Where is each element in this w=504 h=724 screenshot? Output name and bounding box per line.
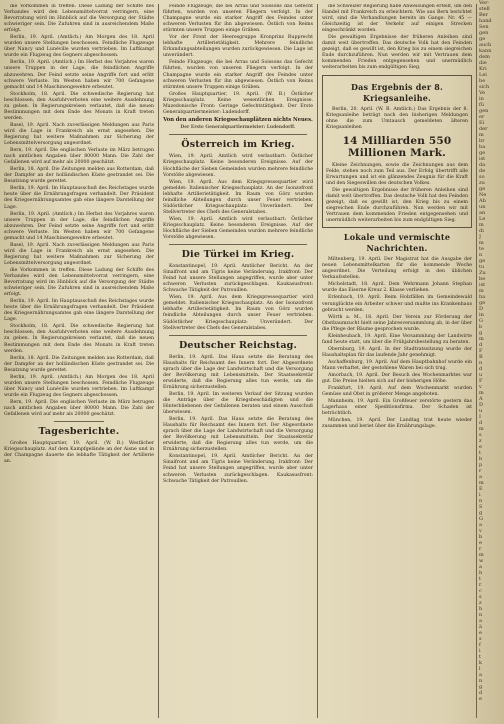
edge-fragment: h	[479, 606, 483, 612]
paragraph: Konstantinopel, 19. April. Amtlicher Bericht. An der Sinaifront und am Tigris keine Veränderung. Irakfront: Der Feind hat unsere Stellungen angegriffen, wurde aber unter schweren Verlusten zurückgeschlagen. Kaukasusfront: Schwache Tätigkeit der Patrouillen.	[163, 264, 313, 294]
paragraph: Berlin, 19. April. (Amtlich.) Im Herbst des Vorjahres waren unsere Truppen in der Lage, die feindlichen Angriffe abzuwehren. Der Feind setzte seine Angriffe fort und erlitt schwere Verluste. Im Westen haben wir 700 Gefangene gemacht und 14 Maschinengewehre erbeutet.	[4, 211, 154, 241]
edge-fragment: e	[479, 630, 482, 636]
edge-fragment: a	[479, 474, 482, 480]
edge-fragment: G	[479, 318, 483, 324]
edge-fragment: in	[479, 96, 484, 102]
edge-fragment: m	[479, 336, 484, 342]
edge-fragment: G	[479, 516, 483, 522]
edge-fragment: de	[479, 168, 486, 174]
edge-fragment: m	[479, 240, 484, 246]
edge-fragment: e	[479, 696, 482, 702]
edge-fragment: D	[479, 402, 484, 408]
paragraph: die Schweizer Regierung habe Anweisungen erteilt, um den Handel mit Frankreich zu erleichtern. Wie aus Bern berichtet wird, sind die Verhandlungen bereits im Gange. Nr. 45 — Gleichzeitig ist der Verkehr auf einigen Strecken eingeschränkt worden.	[322, 4, 472, 34]
edge-fragment: dem	[479, 54, 490, 60]
edge-fragment: b	[479, 324, 483, 330]
loan-total: 14 Milliarden 550 Millionen Mark.	[342, 134, 452, 160]
column-middle	[163, 4, 313, 716]
paragraph: Feinde Flugzeuge, die bei Arras und Soissons das Gefecht führten, wurden von unseren Fliegern verfolgt. In der Champagne wurde ein starker Angriff des Feindes unter schweren Verlusten für ihn abgewiesen. Östlich von Reims stürmten unsere Truppen einige Gräben.	[163, 60, 313, 90]
edge-fragment: a	[479, 672, 482, 678]
edge-fragment: z	[479, 438, 482, 444]
edge-fragment: in	[479, 312, 484, 318]
edge-fragment: ä	[479, 624, 482, 630]
edge-fragment: auch	[479, 42, 492, 48]
edge-fragment: m	[479, 480, 484, 486]
edge-fragment: s	[479, 636, 482, 642]
edge-fragment: s	[479, 432, 482, 438]
edge-fragment: sich	[479, 84, 490, 90]
edge-fragment: g	[479, 510, 483, 516]
column-rule	[158, 4, 159, 718]
edge-fragment: b	[479, 456, 483, 462]
edge-fragment: Sen	[479, 24, 489, 30]
edge-fragment: Ei	[479, 120, 485, 126]
edge-fragment: g	[479, 684, 483, 690]
paragraph: Stockholm, 18. April. Die schwedische Regierung hat beschlossen, den Ausfuhrverboten eine weitere Ausdehnung zu geben. In Regierungskreisen verlautet, daß die neuen Bestimmungen mit dem Ende des Monats in Kraft treten werden.	[4, 91, 154, 121]
edge-fragment: A	[479, 396, 483, 402]
paragraph: Die gewaltigen Ergebnisse der früheren Anleihen sind damit weit übertroffen. Das deutsche Volk hat den Feinden gezeigt, daß es gewillt ist, den Krieg bis zu einem siegreichen Ende durchzuführen. Nun werden wir mit Vertrauen dem kommenden Frieden entgegensehen und unermüdlich weiterarbeiten bis zum endgültigen Sieg.	[322, 35, 472, 71]
paragraph: Konstantinopel, 19. April. Amtlicher Bericht. An der Sinaifront und am Tigris keine Veränderung. Irakfront: Der Feind hat unsere Stellungen angegriffen, wurde aber unter schweren Verlusten zurückgeschlagen. Kaukasusfront: Schwache Tätigkeit der Patrouillen.	[163, 454, 313, 484]
edge-fragment: a	[479, 564, 482, 570]
paragraph: Großes Hauptquartier, 19. April. (W. B.) Östlicher Kriegsschauplatz. Keine wesentlichen Ereignisse. Mazedonische Front: Geringe Gefechtstätigkeit. Der Erste Generalquartiermeister: Ludendorff.	[163, 91, 313, 115]
separator	[169, 134, 307, 135]
edge-fragment: p	[479, 462, 483, 468]
edge-fragment: Lei	[479, 72, 487, 78]
paragraph: Feinde Flugzeuge, die bei Arras und Soissons das Gefecht führten, wurden von unseren Fliegern verfolgt. In der Champagne wurde ein starker Angriff des Feindes unter schweren Verlusten für ihn abgewiesen. Östlich von Reims stürmten unsere Truppen einige Gräben.	[163, 4, 313, 34]
clipped-edge-column	[479, 0, 504, 724]
edge-fragment: fü	[479, 102, 485, 108]
separator	[54, 421, 104, 422]
paragraph: Berlin, 18. April. Die Zeitungen melden aus Rotterdam, daß der Dampfer an der holländischen Küste gestrandet sei. Die Besatzung wurde gerettet.	[4, 167, 154, 185]
paragraph: Wien, 19. April. Amtlich wird verlautbart: Östlicher Kriegsschauplatz. Keine besonderen Ereignisse. Auf der Hochfläche der Sieben Gemeinden wurden mehrere feindliche Vorstöße abgewiesen.	[163, 216, 313, 241]
edge-fragment: gen	[479, 30, 489, 36]
edge-fragment: E	[479, 486, 483, 492]
edge-fragment: un	[479, 204, 486, 210]
paragraph: Berlin, 19. April. Im weiteren Verlauf der Sitzung wurden die Anträge über die Kriegsbeschädigten und die Hinterbliebenen der Gefallenen beraten und einem Ausschuß überwiesen.	[163, 391, 313, 416]
edge-fragment: br	[479, 138, 485, 144]
paragraph: die Vorkommen in treffen. Diese Ladung der Schiffe des Verbandes wird den Lebensmittelvorrat verringern, eine Bevorratung wird im Hinblick auf die Versorgung der Städte schwieriger sein. Die Zufuhren sind in ausreichendem Maße erfolgt.	[4, 4, 154, 34]
edge-fragment: w	[479, 558, 484, 564]
paragraph: Wien, 19. April. Amtlich wird verlautbart: Östlicher Kriegsschauplatz. Keine besonderen Ereignisse. Auf der Hochfläche der Sieben Gemeinden wurden mehrere feindliche Vorstöße abgewiesen.	[163, 154, 313, 178]
edge-fragment: v	[479, 384, 482, 390]
paragraph: Wien, 19. April. Aus dem Kriegspressequartier wird gemeldet: Italienischer Kriegsschauplatz. An der Isonzofront lebhafte Artillerietätigkeit. Im Raum von Görz wurden feindliche Abteilungen durch unser Feuer vertrieben. Südöstlicher Kriegsschauplatz: Unverändert. Der Stellvertreter des Chefs des Generalstabes.	[163, 179, 313, 215]
edge-fragment: m	[479, 132, 484, 138]
edge-fragment: r	[479, 546, 482, 552]
paragraph: Bern, 19. April. Die englischen Verluste im März betrugen nach amtlichen Angaben über 80000 Mann. Die Zahl der Gefallenen wird auf mehr als 20000 geschätzt.	[4, 148, 154, 166]
edge-fragment: Le	[479, 216, 486, 222]
edge-fragment: der	[479, 126, 488, 132]
news-item: Aschaffenburg, 19. April. Auf dem Hauptbahnhof wurde ein Mann verhaftet, der gestohlene Waren bei sich trug.	[322, 359, 472, 371]
paragraph: Kleine Zeichnungen, sowie die Zeichnungen aus dem Felde, stehen noch zum Teil aus. Der Erfolg übertrifft alle Erwartungen und ist ein glänzendes Zeugnis für die Kraft und den Siegeswillen des deutschen Volkes.	[326, 162, 468, 186]
edge-fragment: n	[479, 498, 483, 504]
column-rule	[317, 4, 318, 718]
edge-fragment: d	[479, 366, 483, 372]
edge-fragment: Ber	[479, 12, 489, 18]
edge-fragment: m	[479, 288, 484, 294]
news-item: Mannheim, 19. April. Ein Großfeuer zerstörte gestern das Lagerhaus einer Speditionsfirma. Der Schaden ist beträchtlich.	[322, 399, 472, 417]
edge-fragment: r	[479, 468, 482, 474]
edge-fragment: di	[479, 228, 484, 234]
column-left	[4, 4, 154, 716]
section-heading-local-news: Lokale und vermischte Nachrichten.	[343, 232, 451, 254]
edge-fragment: d	[479, 690, 483, 696]
edge-fragment: t	[479, 450, 482, 456]
news-item: Amorbach, 19. April. Der Besuch des Wochenmarktes war gut. Die Preise hielten sich auf der bisherigen Höhe.	[322, 373, 472, 385]
edge-fragment: i	[479, 648, 481, 654]
edge-fragment: d	[479, 420, 483, 426]
paragraph: Berlin, 18. April. Die Zeitungen melden aus Rotterdam, daß der Dampfer an der holländischen Küste gestrandet sei. Die Besatzung wurde gerettet.	[4, 355, 154, 373]
edge-fragment: ba	[479, 144, 486, 150]
edge-fragment: kann	[479, 48, 492, 54]
edge-fragment: F	[479, 378, 483, 384]
section-heading-austria: Österreich im Krieg.	[181, 139, 295, 151]
paragraph: Stockholm, 18. April. Die schwedische Regierung hat beschlossen, den Ausfuhrverboten eine weitere Ausdehnung zu geben. In Regierungskreisen verlautet, daß die neuen Bestimmungen mit dem Ende des Monats in Kraft treten werden.	[4, 324, 154, 354]
edge-fragment: te	[479, 246, 484, 252]
paragraph: Bern, 19. April. Die englischen Verluste im März betrugen nach amtlichen Angaben über 80000 Mann. Die Zahl der Gefallenen wird auf mehr als 20000 geschätzt.	[4, 399, 154, 418]
separator	[169, 335, 307, 336]
loan-box	[322, 75, 472, 229]
edge-fragment: Ve	[479, 90, 486, 96]
edge-fragment: ge	[479, 186, 486, 192]
edge-fragment: ist	[479, 282, 486, 288]
edge-fragment: f	[479, 642, 481, 648]
edge-fragment: n	[479, 252, 483, 258]
edge-fragment: J	[479, 234, 482, 240]
edge-fragment: be	[479, 78, 486, 84]
edge-fragment: m	[479, 426, 484, 432]
edge-fragment: stell	[479, 6, 490, 12]
column-rule	[476, 4, 477, 718]
edge-fragment: g	[479, 330, 483, 336]
edge-fragment: n	[479, 678, 483, 684]
section-heading-kriegsanleihe: Das Ergebnis der 8. Kriegsanleihe.	[351, 81, 443, 103]
edge-fragment: r	[479, 582, 482, 588]
paragraph: Basel, 19. April. Nach zuverlässigen Meldungen aus Paris wird die Lage in Frankreich als ernst angesehen. Die Regierung hat weitere Maßnahmen zur Sicherung der Lebensmittelversorgung angeordnet.	[4, 122, 154, 147]
edge-fragment: t	[479, 576, 482, 582]
edge-fragment: da	[479, 162, 486, 168]
edge-fragment: so	[479, 174, 485, 180]
edge-fragment: tu	[479, 264, 485, 270]
edge-fragment: m	[479, 222, 484, 228]
edge-fragment: er	[479, 114, 485, 120]
edge-fragment: F	[479, 348, 483, 354]
edge-fragment: a	[479, 618, 482, 624]
edge-fragment: u	[479, 372, 483, 378]
edge-fragment: b	[479, 534, 483, 540]
signature: Der Erste Generalquartiermeister: Ludendorff.	[180, 125, 296, 131]
paragraph: Berlin, 19. April. Das Haus setzte die Beratung des Haushalts für Reichsamt des Innern fort. Der Abgeordnete sprach über die Lage der Landwirtschaft und die Versorgung der Bevölkerung mit Lebensmitteln. Der Staatssekretär erwiderte, daß die Regierung alles tun werde, um die Ernährung sicherzustellen.	[163, 417, 313, 453]
edge-fragment: s	[479, 594, 482, 600]
edge-fragment: an	[479, 210, 486, 216]
news-item: Frankfurt, 19. April. Auf dem Wochenmarkt wurden Gemüse und Obst in größerer Menge angeboten.	[322, 386, 472, 398]
edge-fragment: e	[479, 540, 482, 546]
edge-fragment: Kri	[479, 66, 487, 72]
edge-fragment: h	[479, 570, 483, 576]
edge-fragment: zu	[479, 180, 485, 186]
paragraph: Wien, 19. April. Aus dem Kriegspressequartier wird gemeldet: Italienischer Kriegsschauplatz. An der Isonzofront lebhafte Artillerietätigkeit. Im Raum von Görz wurden feindliche Abteilungen durch unser Feuer vertrieben. Südöstlicher Kriegsschauplatz: Unverändert. Der Stellvertreter des Chefs des Generalstabes.	[163, 295, 313, 331]
paragraph: Berlin, 19. April. Das Haus setzte die Beratung des Haushalts für Reichsamt des Innern fort. Der Abgeordnete sprach über die Lage der Landwirtschaft und die Versorgung der Bevölkerung mit Lebensmitteln. Der Staatssekretär erwiderte, daß die Regierung alles tun werde, um die Ernährung sicherzustellen.	[163, 354, 313, 390]
edge-fragment: ha	[479, 294, 486, 300]
column-right	[322, 4, 472, 716]
news-item: Wörth a. M., 18. April. Der Verein zur Förderung der Obstbaumzucht hielt seine Jahresversammlung ab, in der über die Pflege der Bäume gesprochen wurde.	[322, 314, 472, 332]
edge-fragment: k	[479, 660, 483, 666]
news-item: Erlenbach, 19. April. Beim Holzfällen im Gemeindewald verunglückte ein Arbeiter schwer und mußte ins Krankenhaus gebracht werden.	[322, 295, 472, 313]
edge-fragment: e	[479, 444, 482, 450]
edge-fragment: z	[479, 600, 482, 606]
edge-fragment: c	[479, 588, 482, 594]
edge-fragment: m	[479, 390, 484, 396]
section-heading-turkey: Die Türkei im Krieg.	[181, 249, 295, 261]
edge-fragment: n	[479, 360, 483, 366]
edge-fragment: S	[479, 504, 483, 510]
paragraph: Vor der Front der Heeresgruppe Kronprinz Rupprecht lebhafte Artillerietätigkeit. Mehrere feindliche Erkundungsabteilungen wurden zurückgewiesen. Die Lage ist unverändert.	[163, 35, 313, 59]
edge-fragment: v	[479, 528, 482, 534]
edge-fragment: n	[479, 612, 483, 618]
edge-fragment: d	[479, 342, 483, 348]
edge-fragment: D	[479, 306, 484, 312]
news-item: Obernburg, 19. April. In der Stadtratssitzung wurde der Haushaltsplan für das laufende Jahr genehmigt.	[322, 346, 472, 358]
news-item: Kleinheubach, 19. April. Eine Versammlung der Landwirte fand heute statt, um über die Frühjahrsbestellung zu beraten.	[322, 333, 472, 345]
edge-fragment: ge	[479, 300, 486, 306]
edge-fragment: gen	[479, 108, 489, 114]
paragraph: Basel, 19. April. Nach zuverlässigen Meldungen aus Paris wird die Lage in Frankreich als ernst angesehen. Die Regierung hat weitere Maßnahmen zur Sicherung der Lebensmittelversorgung angeordnet.	[4, 242, 154, 266]
paragraph: Berlin, 19. April. (Amtlich.) Am Morgen des 18. April wurden unsere Stellungen beschossen. Feindliche Flugzeuge über Nancy und Lunéville wurden vertrieben. Im Luftkampf wurde ein Flugzeug des Gegners abgeschossen.	[4, 35, 154, 59]
notice: Von den anderen Kriegsschauplätzen nichts Neues.	[163, 116, 313, 123]
edge-fragment: Ne	[479, 192, 487, 198]
paragraph: Berlin, 20. April. (W. B. Amtlich.) Das Ergebnis der 8. Kriegsanleihe beträgt nach den bisherigen Meldungen ohne die zum Umtausch gemeldeten älteren Kriegsanleihen	[326, 106, 468, 130]
edge-fragment: be	[479, 276, 486, 282]
section-heading-reichstag: Deutscher Reichstag.	[178, 339, 298, 351]
edge-fragment: I	[479, 414, 481, 420]
edge-fragment: m	[479, 552, 484, 558]
edge-fragment: ge	[479, 258, 486, 264]
edge-fragment: Ver-	[479, 0, 490, 6]
paragraph: Berlin, 19. April. Im Hauptausschuß des Reichstages wurde heute über die Ernährungsfragen verhandelt. Der Präsident des Kriegsernährungsamtes gab eine längere Darstellung der Lage.	[4, 299, 154, 323]
edge-fragment: hand	[479, 18, 492, 24]
edge-fragment: l	[479, 666, 481, 672]
news-item: Miltenberg, 19. April. Der Magistrat hat die Ausgabe der neuen Lebensmittelkarten für die kommende Woche angeordnet. Die Verteilung erfolgt in den üblichen Verkaufsstellen.	[322, 257, 472, 281]
edge-fragment: t	[479, 654, 482, 660]
news-item: Michelstadt, 18. April. Dem Wehrmann Johann Stephan wurde das Eiserne Kreuz 2. Klasse verliehen.	[322, 282, 472, 294]
separator	[169, 244, 307, 245]
paragraph: Berlin, 19. April. Im Hauptausschuß des Reichstages wurde heute über die Ernährungsfragen verhandelt. Der Präsident des Kriegsernährungsamtes gab eine längere Darstellung der Lage.	[4, 186, 154, 210]
edge-fragment: u	[479, 408, 483, 414]
news-item: München, 19. April. Der Landtag trat heute wieder zusammen und beriet über die Ernährungslage.	[322, 418, 472, 430]
paragraph: Die gewaltigen Ergebnisse der früheren Anleihen sind damit weit übertroffen. Das deutsche Volk hat den Feinden gezeigt, daß es gewillt ist, den Krieg bis zu einem siegreichen Ende durchzuführen. Nun werden wir mit Vertrauen dem kommenden Frieden entgegensehen und unermüdlich weiterarbeiten bis zum endgültigen Sieg.	[326, 187, 468, 224]
edge-fragment: i	[479, 492, 481, 498]
edge-fragment: ist	[479, 156, 486, 162]
edge-fragment: die	[479, 60, 487, 66]
paragraph: Großes Hauptquartier, 19. April. (W. B.) Westlicher Kriegsschauplatz. Auf dem Kampfgelände an der Aisne und in der Champagne dauerte die lebhafte Tätigkeit der Artillerie an.	[4, 441, 154, 465]
paragraph: Berlin, 19. April. (Amtlich.) Im Herbst des Vorjahres waren unsere Truppen in der Lage, die feindlichen Angriffe abzuwehren. Der Feind setzte seine Angriffe fort und erlitt schwere Verluste. Im Westen haben wir 700 Gefangene gemacht und 14 Maschinengewehre erbeutet.	[4, 60, 154, 90]
paragraph: Berlin, 19. April. (Amtlich.) Am Morgen des 18. April wurden unsere Stellungen beschossen. Feindliche Flugzeuge über Nancy und Lunéville wurden vertrieben. Im Luftkampf wurde ein Flugzeug des Gegners abgeschossen.	[4, 374, 154, 398]
edge-fragment: ge	[479, 36, 486, 42]
paragraph: die Vorkommen in treffen. Diese Ladung der Schiffe des Verbandes wird den Lebensmittelvorrat verringern, eine Bevorratung wird im Hinblick auf die Versorgung der Städte schwieriger sein. Die Zufuhren sind in ausreichendem Maße erfolgt.	[4, 267, 154, 298]
section-heading-tagesberichte: Tagesberichte.	[38, 426, 120, 438]
edge-fragment: a	[479, 522, 482, 528]
edge-fragment: Zu	[479, 270, 486, 276]
edge-fragment: B	[479, 354, 483, 360]
edge-fragment: ge	[479, 150, 486, 156]
edge-fragment: Ab	[479, 198, 486, 204]
